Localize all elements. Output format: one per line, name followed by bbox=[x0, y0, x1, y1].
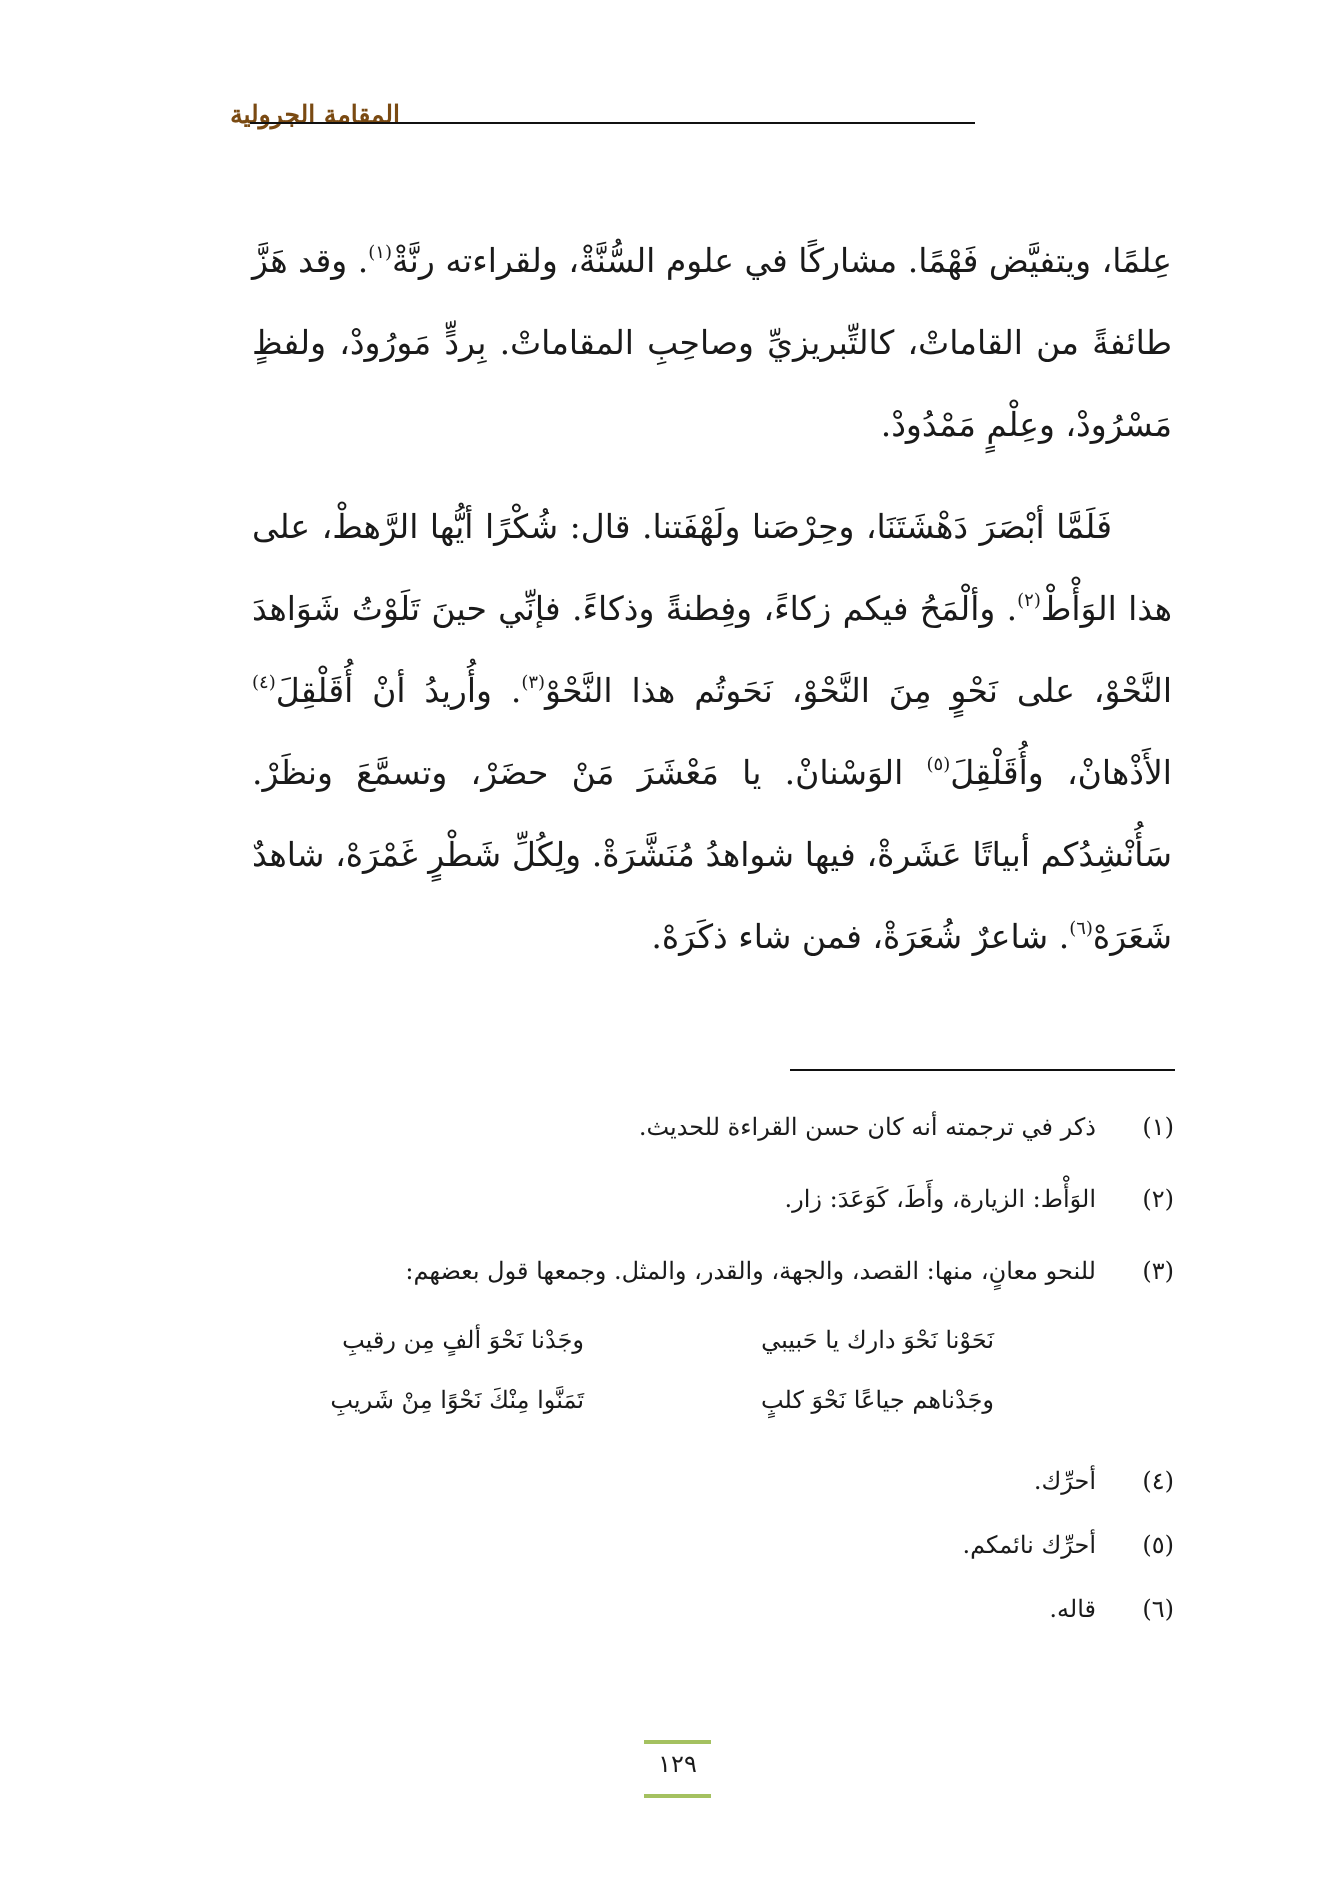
footnote-6 bbox=[250, 1582, 1174, 1636]
poem-verse-1 bbox=[250, 1310, 1174, 1370]
page-number-block bbox=[644, 1740, 711, 1798]
main-text bbox=[252, 220, 1172, 978]
header-rule bbox=[250, 122, 975, 124]
verse-first-hemistich: وجَدْناهم جياعًا نَحْوَ كلبٍ bbox=[760, 1386, 994, 1414]
footnote-text: ذكر في ترجمته أنه كان حسن القراءة للحديث. bbox=[638, 1113, 1096, 1141]
footnote-ref-6[interactable]: (٦) bbox=[1069, 918, 1093, 939]
text-segment: . وأُريدُ أنْ أُقَلْقِلَ bbox=[275, 671, 522, 710]
footnote-number: (٢) bbox=[1142, 1185, 1174, 1213]
footnote-ref-5[interactable]: (٥) bbox=[926, 754, 951, 775]
footnote-number: (٦) bbox=[1142, 1595, 1174, 1623]
footnote-number: (٥) bbox=[1142, 1531, 1174, 1559]
footnote-text: أحرِّك نائمكم. bbox=[962, 1531, 1096, 1559]
footnote-4 bbox=[250, 1454, 1174, 1508]
text-segment: الوَسْنانْ. يا مَعْشَرَ مَنْ حضَرْ، وتسمَّعَ ونظَرْ. سَأُنْشِدُكم أبياتًا عَشَرةْ، فيها شواهدُ مُنَشَّرَةْ. ولِكُلِّ شَطْرٍ غَمْرَهْ، شاهدٌ شَعَرَهْ bbox=[252, 753, 1172, 956]
text-segment: فَلَمَّا أبْصَرَ دَهْشَتَنَا، وحِرْصَنا ولَهْفَتنا. قال: شُكْرًا أيُّها الرَّهطْ، على هذا الوَأْطْ bbox=[252, 507, 1173, 628]
footnote-5 bbox=[250, 1518, 1174, 1572]
footnote-ref-4[interactable]: (٤) bbox=[252, 672, 276, 693]
footnote-separator bbox=[790, 1069, 1175, 1071]
footnote-text: الوَأْط: الزيارة، وأَطَ، كَوَعَدَ: زار. bbox=[784, 1185, 1096, 1213]
footnote-1 bbox=[250, 1100, 1174, 1154]
footnote-3 bbox=[250, 1234, 1174, 1308]
footnote-text: أحرِّك. bbox=[1033, 1467, 1096, 1495]
footnote-2 bbox=[250, 1172, 1174, 1226]
verse-first-hemistich: نَحَوْنا نَحْوَ دارك يا حَبيبي bbox=[761, 1326, 994, 1354]
footnote-ref-1[interactable]: (١) bbox=[368, 242, 392, 263]
footnote-text: قاله. bbox=[1049, 1595, 1096, 1623]
footnote-number: (٣) bbox=[1142, 1257, 1174, 1285]
text-segment: عِلمًا، ويتفيَّض فَهْمًا. مشاركًا في علوم السُّنَّةْ، ولقراءته رنَّةْ bbox=[391, 241, 1172, 280]
page-number: ١٢٩ bbox=[658, 1750, 697, 1778]
poem-verse-2 bbox=[250, 1370, 1174, 1430]
paragraph-2 bbox=[252, 486, 1172, 978]
page-number-rule-bottom bbox=[644, 1794, 711, 1798]
text-segment: الأَذْهانْ، وأُقَلْقِلَ bbox=[950, 753, 1172, 792]
footnotes bbox=[250, 1100, 1174, 1636]
footnote-text: للنحو معانٍ، منها: القصد، والجهة، والقدر، والمثل. وجمعها قول بعضهم: bbox=[405, 1257, 1096, 1285]
verse-second-hemistich: تَمَنَّوا مِنْكَ نَحْوًا مِنْ شَريبِ bbox=[330, 1386, 584, 1414]
footnote-number: (١) bbox=[1142, 1113, 1174, 1141]
footnote-ref-3[interactable]: (٣) bbox=[521, 672, 546, 693]
footnote-number: (٤) bbox=[1142, 1467, 1174, 1495]
footnote-ref-2[interactable]: (٢) bbox=[1017, 590, 1041, 611]
page-number-rule-top bbox=[644, 1740, 711, 1744]
verse-second-hemistich: وجَدْنا نَحْوَ ألفٍ مِن رقيبِ bbox=[342, 1326, 584, 1354]
text-segment: . وقد هَزَّ طائفةً من القاماتْ، كالتِّبريزيِّ وصاحِبِ المقاماتْ. بِردٍّ مَورُودْ، ولفظٍ مَسْرُودْ، وعِلْمٍ مَمْدُودْ. bbox=[252, 241, 1172, 444]
paragraph-1 bbox=[252, 220, 1172, 466]
text-segment: . وألْمَحُ فيكم زكاءً، وفِطنةً وذكاءً. فإنِّي حينَ تَلَوْتُ شَوَاهدَ النَّحْوْ، على نَحْوٍ مِنَ النَّحْوْ، نَحَوتُم هذا النَّحْوْ bbox=[252, 589, 1172, 710]
running-header bbox=[230, 100, 1170, 140]
header-title: المقامة الجرولية bbox=[230, 100, 400, 129]
text-segment: . شاعرٌ شُعَرَةْ، فمن شاء ذكَرَهْ. bbox=[651, 917, 1070, 956]
